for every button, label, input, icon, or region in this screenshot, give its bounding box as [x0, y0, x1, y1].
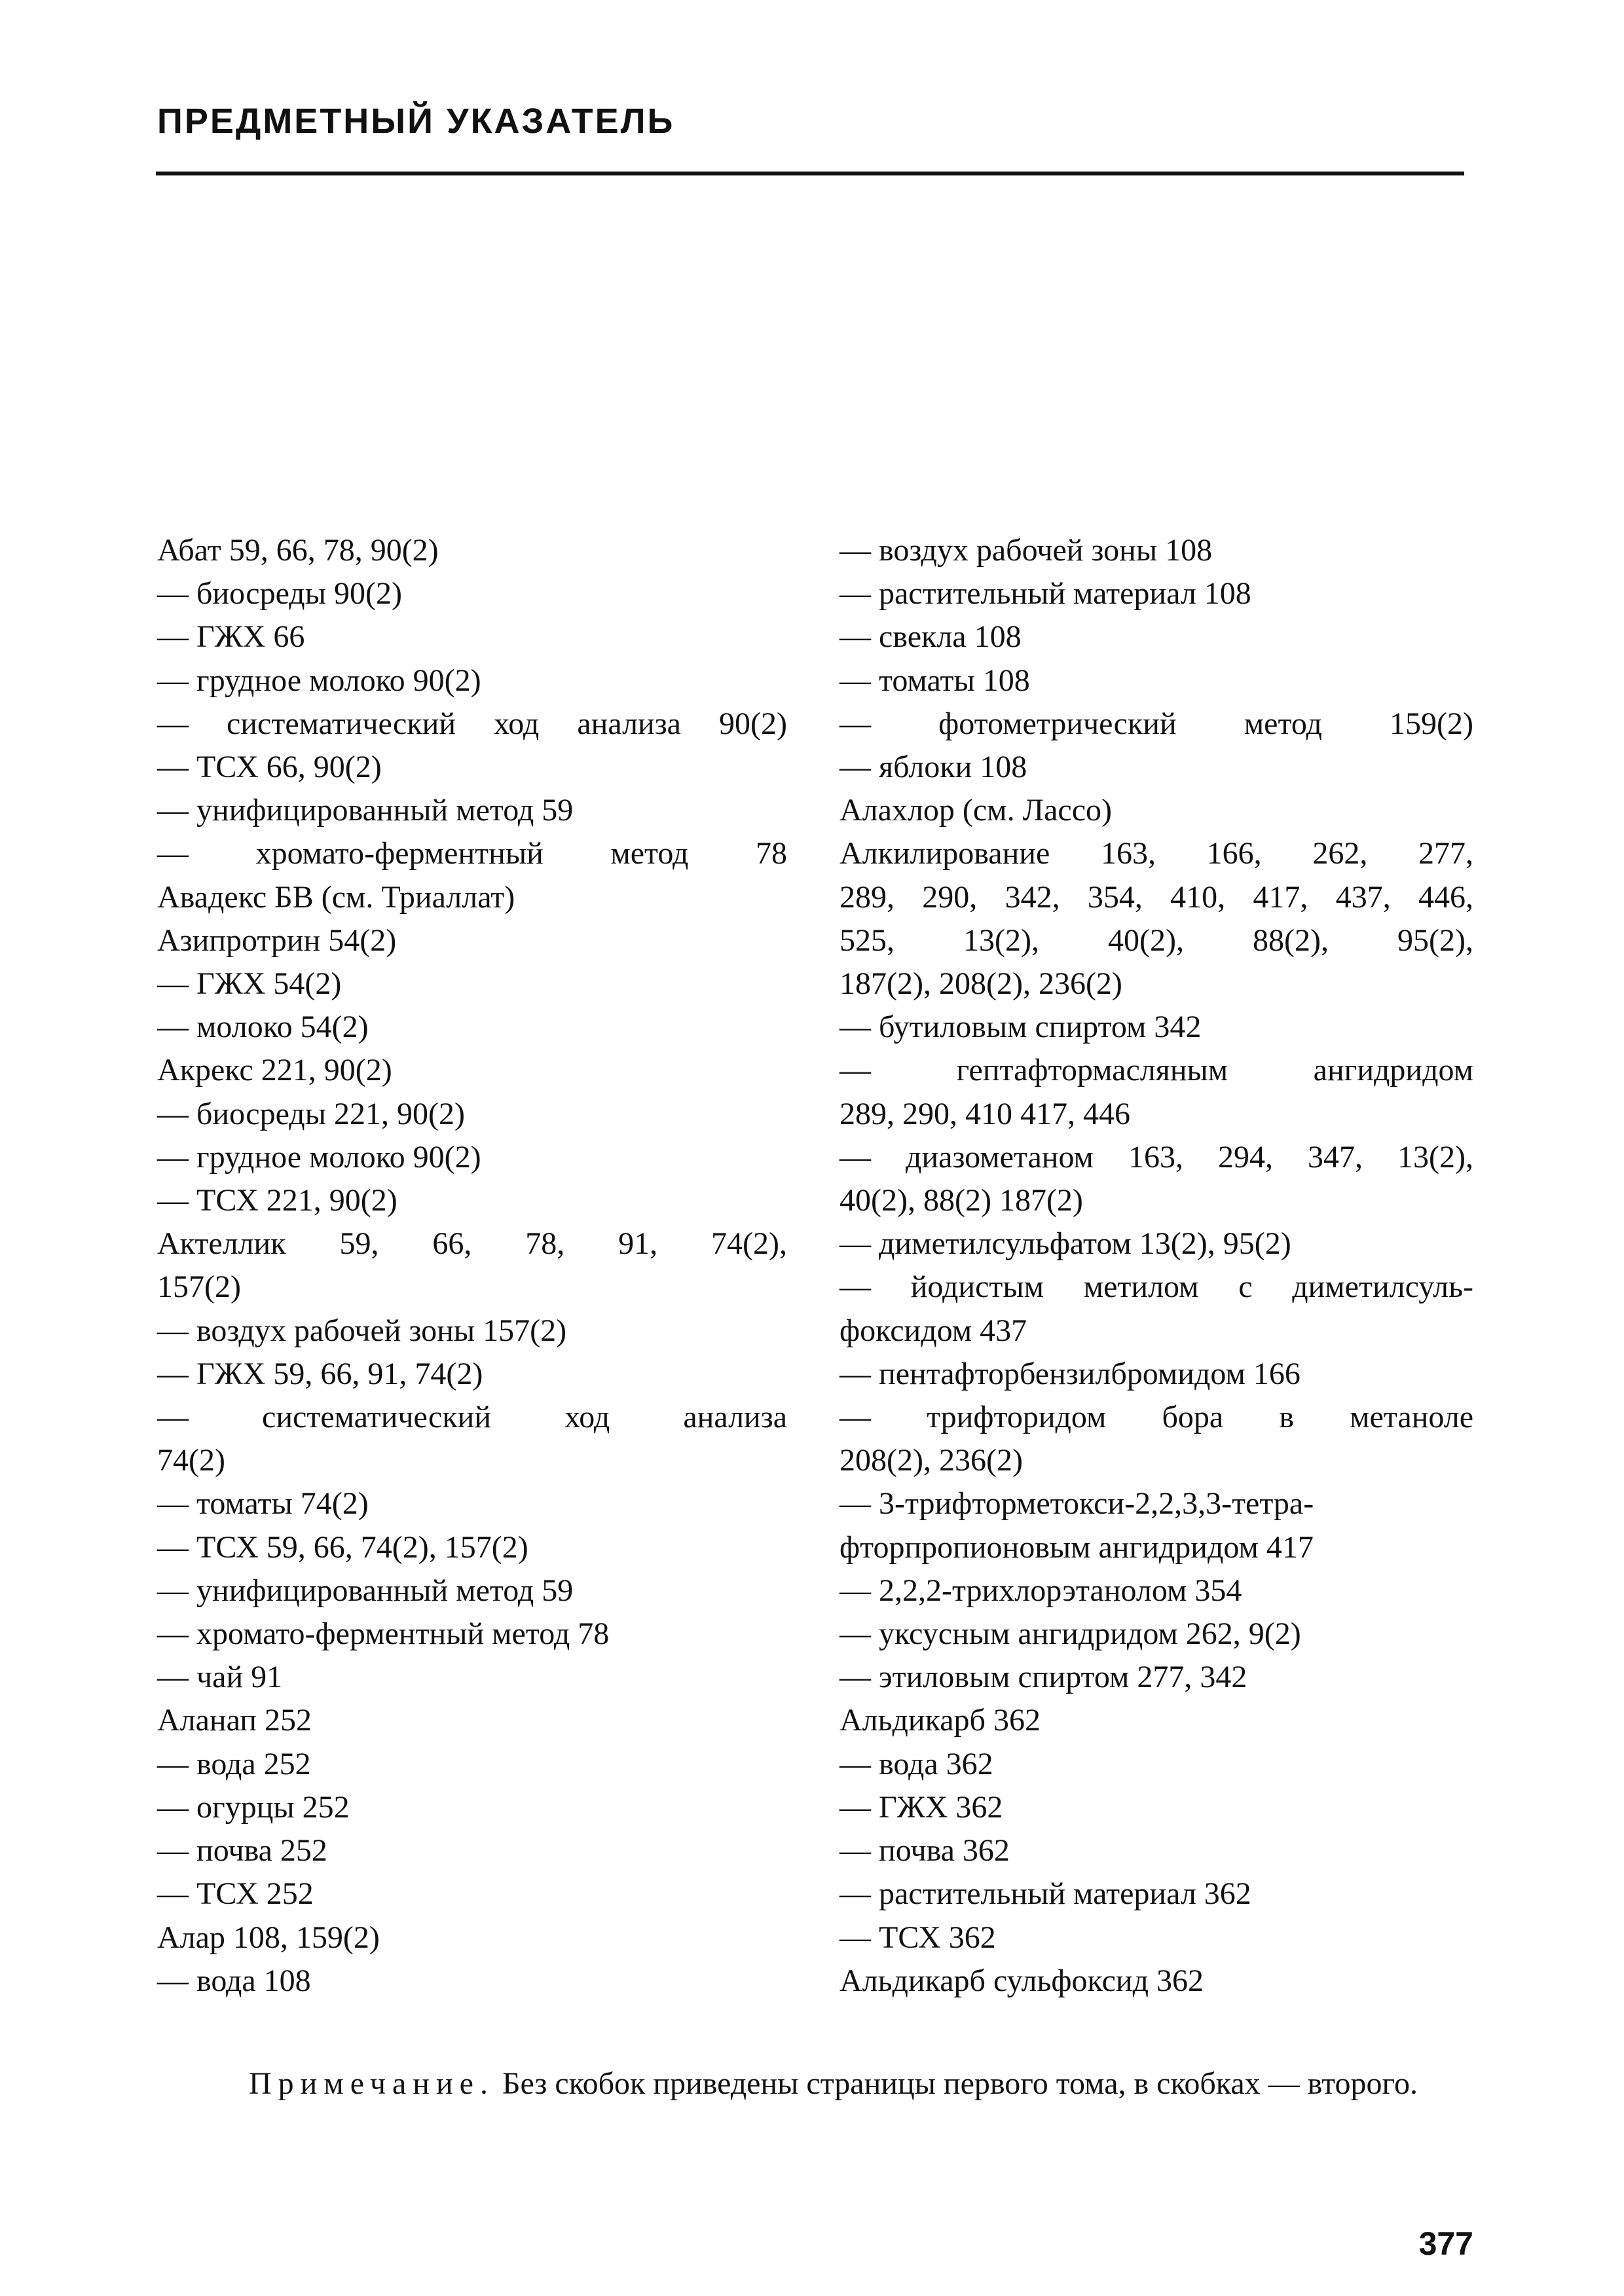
index-entry: — свекла 108: [840, 619, 1022, 655]
index-entry: — фотометрический метод 159(2): [840, 706, 1473, 741]
index-entry: Алахлор (см. Лассо): [840, 793, 1112, 828]
index-entry: — чай 91: [157, 1660, 283, 1695]
index-entry: 74(2): [157, 1443, 225, 1478]
index-entry: 40(2), 88(2) 187(2): [840, 1183, 1083, 1218]
index-entry: — диазометаном 163, 294, 347, 13(2),: [840, 1139, 1473, 1175]
index-entry: Авадекс БВ (см. Триаллат): [157, 879, 515, 915]
index-entry: — диметилсульфатом 13(2), 95(2): [840, 1226, 1291, 1262]
index-entry: — вода 252: [157, 1746, 311, 1781]
index-entry: Алар 108, 159(2): [157, 1920, 380, 1955]
index-entry: — грудное молоко 90(2): [157, 1139, 481, 1175]
index-entry: — ГЖХ 54(2): [157, 966, 342, 1002]
index-entry: — гептафтормасляным ангидридом: [840, 1053, 1473, 1088]
index-entry: — йодистым метилом с диметилсуль-: [840, 1269, 1473, 1305]
index-entry: — ТСХ 66, 90(2): [157, 750, 382, 785]
index-entry: — ТСХ 362: [840, 1920, 996, 1955]
title-divider: [156, 172, 1464, 175]
index-column-left: [157, 529, 787, 2003]
index-entry: — вода 362: [840, 1746, 993, 1781]
index-entry: — ГЖХ 362: [840, 1789, 1003, 1825]
index-entry: — вода 108: [157, 1963, 311, 1998]
index-entry: — биосреды 90(2): [157, 576, 402, 611]
index-entry: 289, 290, 342, 354, 410, 417, 437, 446,: [840, 879, 1473, 915]
index-entry: — воздух рабочей зоны 108: [840, 533, 1213, 568]
index-entry: — ТСХ 252: [157, 1876, 314, 1912]
index-entry: — растительный материал 108: [840, 576, 1251, 611]
index-entry: — хромато-ферментный метод 78: [157, 836, 787, 871]
index-entry: Альдикарб сульфоксид 362: [840, 1963, 1204, 1998]
index-entry: — почва 362: [840, 1833, 1010, 1868]
index-entry: — ТСХ 221, 90(2): [157, 1183, 397, 1218]
index-entry: фторпропионовым ангидридом 417: [840, 1529, 1314, 1565]
index-entry: — пентафторбензилбромидом 166: [840, 1356, 1301, 1391]
index-entry: — хромато-ферментный метод 78: [157, 1616, 610, 1652]
footnote-text: Без скобок приведены страницы первого тома, в скобках — второго.: [502, 2066, 1418, 2101]
index-entry: 187(2), 208(2), 236(2): [840, 966, 1122, 1002]
footnote-label: Примечание.: [249, 2066, 494, 2101]
index-entry: 208(2), 236(2): [840, 1443, 1023, 1478]
index-entry: — трифторидом бора в метаноле: [840, 1400, 1473, 1435]
index-entry: — почва 252: [157, 1833, 327, 1868]
page-title: ПРЕДМЕТНЫЙ УКАЗАТЕЛЬ: [157, 101, 675, 141]
index-entry: — огурцы 252: [157, 1789, 350, 1825]
index-entry: Алкилирование 163, 166, 262, 277,: [840, 836, 1473, 871]
page-number: 377: [1418, 2225, 1473, 2262]
index-entry: — 2,2,2-трихлорэтанолом 354: [840, 1573, 1242, 1608]
index-entry: Аланап 252: [157, 1703, 312, 1738]
index-entry: Актеллик 59, 66, 78, 91, 74(2),: [157, 1226, 787, 1262]
index-entry: — воздух рабочей зоны 157(2): [157, 1313, 567, 1348]
index-entry: — унифицированный метод 59: [157, 793, 574, 828]
index-entry: — уксусным ангидридом 262, 9(2): [840, 1616, 1301, 1652]
index-entry: — бутиловым спиртом 342: [840, 1010, 1202, 1045]
index-entry: — 3-трифторметокси-2,2,3,3-тетра-: [840, 1486, 1314, 1522]
index-entry: — систематический ход анализа: [157, 1400, 787, 1435]
index-entry: 157(2): [157, 1269, 241, 1305]
index-entry: — растительный материал 362: [840, 1876, 1251, 1912]
index-entry: — биосреды 221, 90(2): [157, 1096, 465, 1131]
index-entry: Азипротрин 54(2): [157, 922, 397, 958]
index-entry: фоксидом 437: [840, 1313, 1027, 1348]
index-entry: — ТСХ 59, 66, 74(2), 157(2): [157, 1529, 528, 1565]
index-entry: Альдикарб 362: [840, 1703, 1041, 1738]
index-entry: — томаты 74(2): [157, 1486, 369, 1522]
index-entry: — этиловым спиртом 277, 342: [840, 1660, 1247, 1695]
index-entry: 525, 13(2), 40(2), 88(2), 95(2),: [840, 922, 1473, 958]
index-column-right: [840, 529, 1473, 2003]
index-entry: Абат 59, 66, 78, 90(2): [157, 533, 439, 568]
index-entry: — яблоки 108: [840, 750, 1027, 785]
index-entry: — молоко 54(2): [157, 1010, 369, 1045]
index-entry: Акрекс 221, 90(2): [157, 1053, 392, 1088]
index-entry: — унифицированный метод 59: [157, 1573, 574, 1608]
footnote: [157, 2064, 1473, 2104]
index-entry: 289, 290, 410 417, 446: [840, 1096, 1130, 1131]
index-entry: — ГЖХ 59, 66, 91, 74(2): [157, 1356, 483, 1391]
index-entry: — систематический ход анализа 90(2): [157, 706, 787, 741]
index-entry: — томаты 108: [840, 663, 1030, 698]
index-entry: — грудное молоко 90(2): [157, 663, 481, 698]
index-entry: — ГЖХ 66: [157, 619, 305, 655]
